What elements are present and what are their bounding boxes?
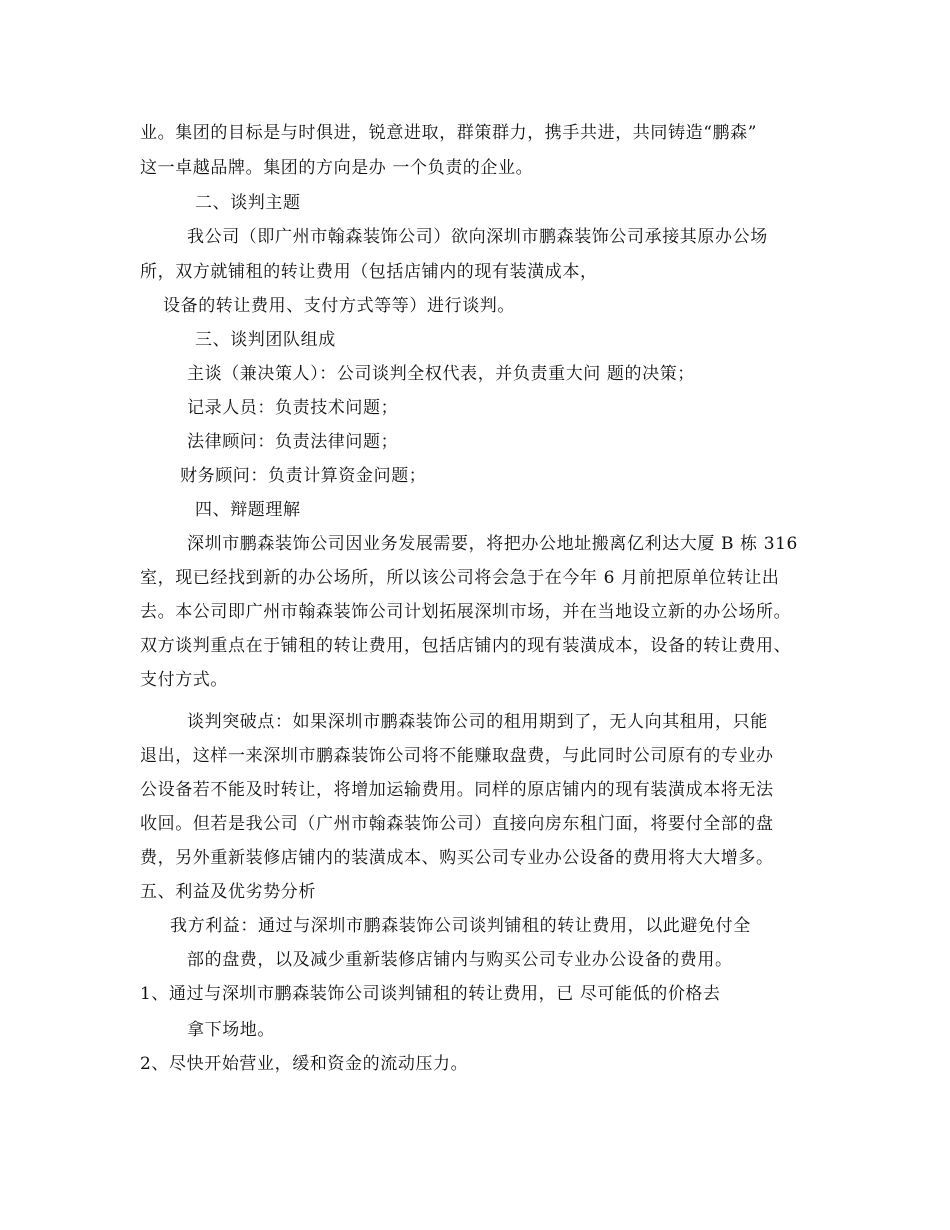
body-text-line: 部的盘费，以及减少重新装修店铺内与购买公司专业办公设备的费用。: [187, 950, 733, 970]
list-item-1: 1、通过与深圳市鹏森装饰公司谈判铺租的转让费用，已 尽可能低的价格去: [140, 984, 721, 1004]
body-text-line: 支付方式。: [140, 670, 228, 690]
body-text-line: 深圳市鹏森装饰公司因业务发展需要，将把办公地址搬离亿利达大厦 B 栋 316: [187, 534, 798, 554]
body-text-line: 我方利益：通过与深圳市鹏森装饰公司谈判铺租的转让费用，以此避免付全: [170, 916, 751, 936]
body-text-line: 设备的转让费用、支付方式等等）进行谈判。: [163, 296, 515, 316]
team-role-lead: 主谈（兼决策人）：公司谈判全权代表，并负责重大问 题的决策；: [187, 364, 695, 384]
section-heading-topic-understanding: 四、辩题理解: [195, 500, 301, 520]
body-text-line: 室，现已经找到新的办公场所，所以该公司将会急于在今年 6 月前把原单位转让出: [140, 568, 780, 588]
body-text-line: 这一卓越品牌。集团的方向是办 一个负责的企业。: [140, 158, 534, 178]
list-item-2: 2、尽快开始营业，缓和资金的流动压力。: [140, 1054, 469, 1074]
body-text-line: 所，双方就铺租的转让费用（包括店铺内的现有装潢成本，: [140, 262, 598, 282]
team-role-legal: 法律顾问：负责法律问题；: [187, 432, 399, 452]
body-text-line: 费，另外重新装修店铺内的装潢成本、购买公司专业办公设备的费用将大大增多。: [140, 848, 774, 868]
body-text-line: 双方谈判重点在于铺租的转让费用，包括店铺内的现有装潢成本，设备的转让费用、: [140, 636, 792, 656]
body-text-line: 退出，这样一来深圳市鹏森装饰公司将不能赚取盘费，与此同时公司原有的专业办: [140, 746, 774, 766]
team-role-finance: 财务顾问：负责计算资金问题；: [180, 466, 427, 486]
section-heading-negotiation-topic: 二、谈判主题: [195, 193, 301, 213]
section-heading-interest-analysis: 五、利益及优劣势分析: [140, 882, 316, 902]
team-role-recorder: 记录人员：负责技术问题；: [187, 398, 399, 418]
body-text-line: 谈判突破点：如果深圳市鹏森装饰公司的租用期到了，无人向其租用，只能: [187, 712, 768, 732]
body-text-line: 公设备若不能及时转让，将增加运输费用。同样的原店铺内的现有装潢成本将无法: [140, 780, 774, 800]
body-text-line: 拿下场地。: [187, 1020, 275, 1040]
body-text-line: 业。集团的目标是与时俱进，锐意进取，群策群力，携手共进，共同铸造“鹏森”: [140, 123, 757, 143]
body-text-line: 收回。但若是我公司（广州市翰森装饰公司）直接向房东租门面，将要付全部的盘: [140, 814, 774, 834]
body-text-line: 去。本公司即广州市翰森装饰公司计划拓展深圳市场，并在当地设立新的办公场所。: [140, 602, 792, 622]
body-text-line: 我公司（即广州市翰森装饰公司）欲向深圳市鹏森装饰公司承接其原办公场: [187, 227, 768, 247]
section-heading-team: 三、谈判团队组成: [195, 330, 336, 350]
